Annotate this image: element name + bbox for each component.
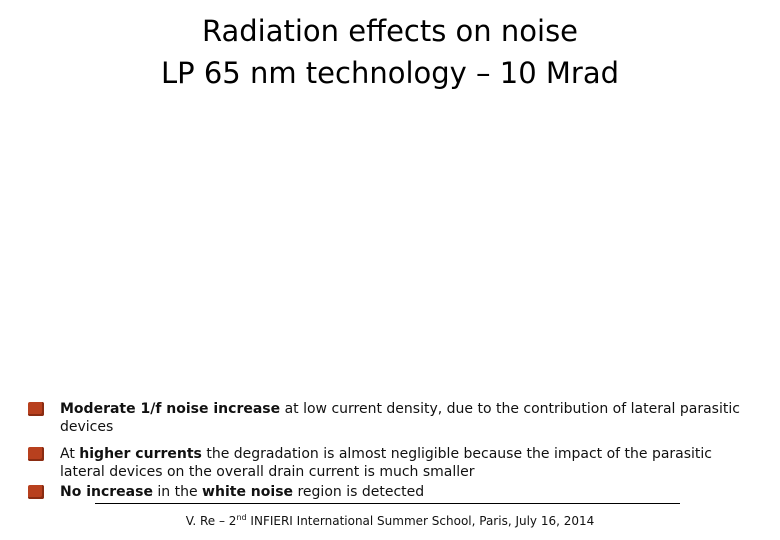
bullet-2-part-3: the degradation is almost negligible because the impact of the parasitic lateral devices on the overall drain current is much smaller: [60, 446, 713, 480]
bullet-1-part-1: Moderate 1/f noise increase: [60, 401, 281, 417]
bullet-text-3: [60, 483, 740, 501]
footer-citation: [0, 513, 780, 528]
bullet-3-part-2: in the: [152, 484, 203, 500]
bullet-1-part-2: at low current density, due to the contribution of lateral parasitic devices: [60, 401, 740, 435]
footer-prefix: V. Re – 2: [185, 514, 237, 528]
slide-title-line1: Radiation effects on noise: [201, 14, 579, 48]
footer-superscript: nd: [236, 513, 247, 522]
bullet-2-part-1: At: [60, 446, 80, 462]
bullet-3-part-3: white noise: [202, 484, 294, 500]
slide-title-line2: LP 65 nm technology – 10 Mrad: [160, 56, 620, 90]
bullet-square-icon: [28, 402, 44, 416]
bullet-square-icon: [28, 447, 44, 461]
footer-divider: [95, 503, 680, 504]
bullet-text-2: [60, 445, 740, 481]
bullet-3-part-1: No increase: [60, 484, 153, 500]
bullet-square-icon: [28, 485, 44, 499]
bullet-3-part-4: region is detected: [293, 484, 425, 500]
footer-suffix: INFIERI International Summer School, Paris, July 16, 2014: [246, 514, 595, 528]
bullet-2-part-2: higher currents: [79, 446, 202, 462]
bullet-text-1: [60, 400, 740, 436]
